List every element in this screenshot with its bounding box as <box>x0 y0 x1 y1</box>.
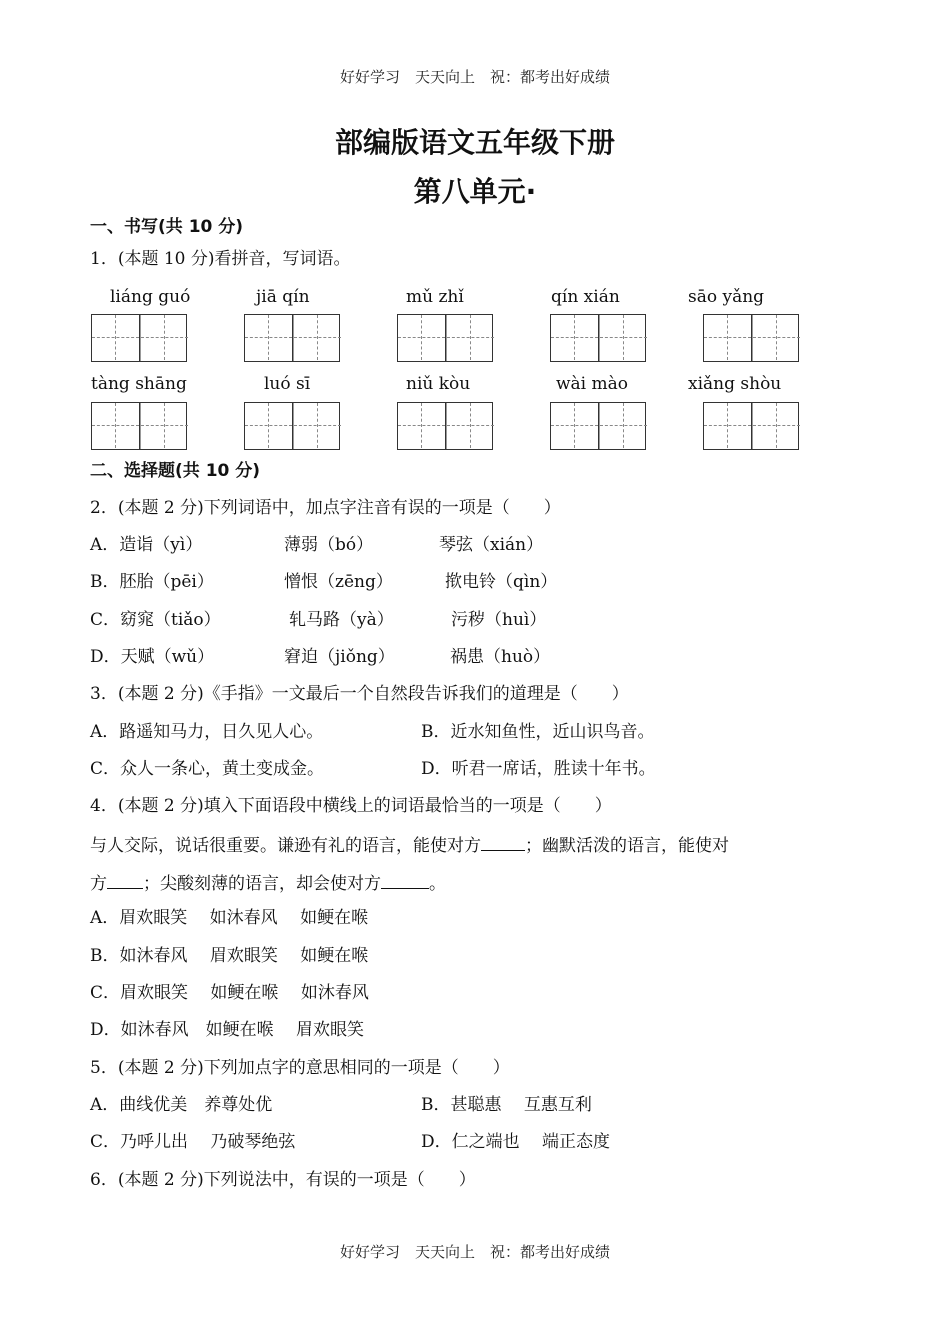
writing-grid[interactable] <box>91 314 187 362</box>
pinyin-label: liáng guó <box>110 287 191 307</box>
q4-passage-text: ；幽默活泼的语言，能使对 <box>525 836 729 856</box>
page-footer: 好好学习 天天向上 祝：都考出好成绩 <box>339 1243 610 1261</box>
pinyin-label: luó sī <box>264 374 311 394</box>
pinyin-label: sāo yǎng <box>688 287 765 307</box>
pinyin-label: niǔ kòu <box>406 374 471 394</box>
q5-option-c[interactable]: C．乃呼儿出 乃破琴绝弦 <box>90 1132 296 1152</box>
writing-grid[interactable] <box>703 402 799 450</box>
question-6-stem: 6．(本题 2 分)下列说法中，有误的一项是（ ） <box>90 1170 476 1190</box>
q4-passage-line-1 <box>90 833 729 857</box>
section-heading-writing: 一、书写(共 10 分) <box>90 217 244 237</box>
q3-option-b[interactable]: B．近水知鱼性，近山识鸟音。 <box>421 722 655 742</box>
q3-option-c[interactable]: C．众人一条心，黄土变成金。 <box>90 759 325 779</box>
q2-option-c[interactable]: C．窈窕（tiǎo） <box>90 610 221 630</box>
writing-grid[interactable] <box>244 402 340 450</box>
page-header: 好好学习 天天向上 祝：都考出好成绩 <box>339 68 610 86</box>
q2-option-a[interactable]: A．造诣（yì） <box>90 535 203 555</box>
pinyin-label: xiǎng shòu <box>688 374 782 394</box>
pinyin-label: qín xián <box>551 287 620 307</box>
q2-option-b[interactable]: B．胚胎（pēi） <box>90 572 214 592</box>
q4-passage-text: ；尖酸刻薄的语言，却会使对方 <box>143 874 381 894</box>
q2-option-b-word: 揿电铃（qìn） <box>445 572 558 592</box>
q3-option-d[interactable]: D．听君一席话，胜读十年书。 <box>421 759 656 779</box>
writing-grid[interactable] <box>550 402 646 450</box>
q4-passage-text: 与人交际，说话很重要。谦逊有礼的语言，能使对方 <box>90 836 481 856</box>
q3-option-a[interactable]: A．路遥知马力，日久见人心。 <box>90 722 324 742</box>
q5-option-d[interactable]: D．仁之端也 端正态度 <box>421 1132 611 1152</box>
q2-option-a-word: 薄弱（bó） <box>284 535 374 555</box>
q4-blank-3[interactable] <box>381 871 429 889</box>
q2-option-c-word: 污秽（huì） <box>451 610 547 630</box>
q4-option-a[interactable]: A．眉欢眼笑 如沐春风 如鲠在喉 <box>90 908 369 928</box>
q2-option-d[interactable]: D．天赋（wǔ） <box>90 647 215 667</box>
question-3-stem: 3．(本题 2 分)《手指》一文最后一个自然段告诉我们的道理是（ ） <box>90 684 629 704</box>
pinyin-label: wài mào <box>556 374 629 394</box>
pinyin-label: jiā qín <box>256 287 310 307</box>
q5-option-a[interactable]: A．曲线优美 养尊处优 <box>90 1095 273 1115</box>
question-2-stem: 2．(本题 2 分)下列词语中，加点字注音有误的一项是（ ） <box>90 498 561 518</box>
writing-grid[interactable] <box>244 314 340 362</box>
section-heading-choice: 二、选择题(共 10 分) <box>90 461 261 481</box>
pinyin-label: mǔ zhǐ <box>406 287 464 307</box>
q4-passage-text: 。 <box>429 874 446 894</box>
q2-option-d-word: 窘迫（jiǒng） <box>284 647 395 667</box>
question-4-stem: 4．(本题 2 分)填入下面语段中横线上的词语最恰当的一项是（ ） <box>90 796 612 816</box>
q4-passage-line-2 <box>90 871 446 895</box>
writing-grid[interactable] <box>91 402 187 450</box>
q2-option-b-word: 憎恨（zēng） <box>284 572 393 592</box>
q2-option-c-word: 轧马路（yà） <box>289 610 394 630</box>
q4-option-b[interactable]: B．如沐春风 眉欢眼笑 如鲠在喉 <box>90 946 369 966</box>
pinyin-label: tàng shāng <box>91 374 187 394</box>
writing-grid[interactable] <box>703 314 799 362</box>
q4-passage-text: 方 <box>90 874 107 894</box>
page-subtitle: 第八单元· <box>413 175 537 208</box>
q4-blank-1[interactable] <box>481 833 525 851</box>
question-5-stem: 5．(本题 2 分)下列加点字的意思相同的一项是（ ） <box>90 1058 510 1078</box>
q4-blank-2[interactable] <box>107 871 143 889</box>
q2-option-a-word: 琴弦（xián） <box>439 535 544 555</box>
q5-option-b[interactable]: B．甚聪惠 互惠互利 <box>421 1095 592 1115</box>
writing-grid[interactable] <box>397 402 493 450</box>
q4-option-d[interactable]: D．如沐春风 如鲠在喉 眉欢眼笑 <box>90 1020 365 1040</box>
q4-option-c[interactable]: C．眉欢眼笑 如鲠在喉 如沐春风 <box>90 983 369 1003</box>
question-1-stem: 1．(本题 10 分)看拼音，写词语。 <box>90 249 351 269</box>
q2-option-d-word: 祸患（huò） <box>450 647 551 667</box>
page-title: 部编版语文五年级下册 <box>334 126 615 159</box>
writing-grid[interactable] <box>550 314 646 362</box>
writing-grid[interactable] <box>397 314 493 362</box>
